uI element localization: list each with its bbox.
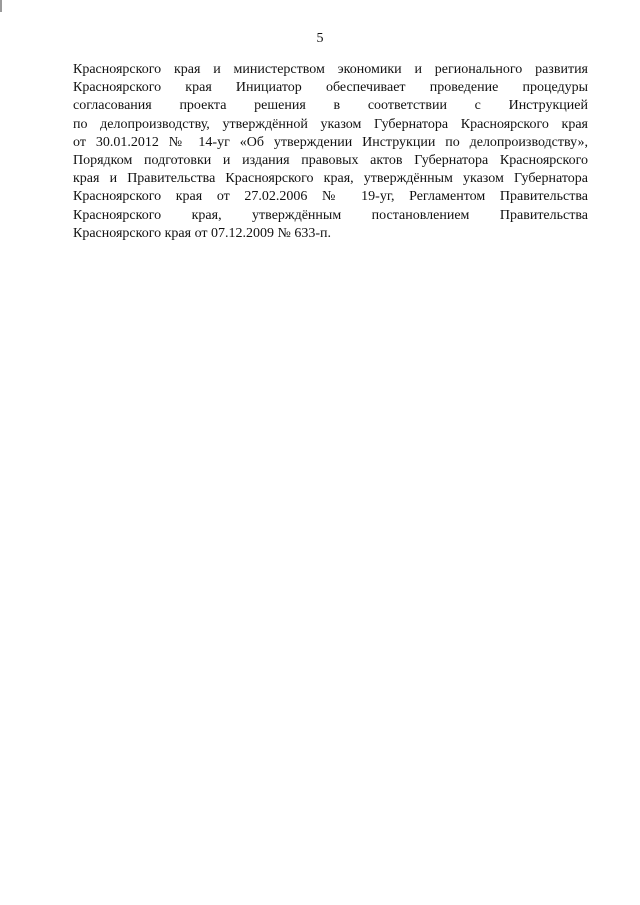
scan-edge-mark: [0, 0, 2, 12]
body-paragraph: [73, 61, 588, 243]
text-line-9: Красноярского края, утверждённым постановлением Правительства: [73, 207, 588, 223]
text-line-5: от 30.01.2012 № 14-уг «Об утверждении Инструкции по делопроизводству»,: [73, 134, 588, 150]
text-line-8: Красноярского края от 27.02.2006 № 19-уг, Регламентом Правительства: [73, 189, 588, 205]
text-line-1: Красноярского края и министерством экономики и регионального развития: [73, 62, 588, 77]
page-number: 5: [316, 31, 324, 46]
text-line-6: Порядком подготовки и издания правовых актов Губернатора Красноярского: [73, 152, 588, 168]
text-line-4: по делопроизводству, утверждённой указом Губернатора Красноярского края: [73, 116, 588, 132]
text-line-2: Красноярского края Инициатор обеспечивает проведение процедуры: [73, 80, 588, 96]
text-line-10: Красноярского края от 07.12.2009 № 633-п.: [73, 225, 332, 241]
text-line-7: края и Правительства Красноярского края, утверждённым указом Губернатора: [73, 171, 588, 187]
text-line-3: согласования проекта решения в соответствии с Инструкцией: [73, 98, 588, 114]
